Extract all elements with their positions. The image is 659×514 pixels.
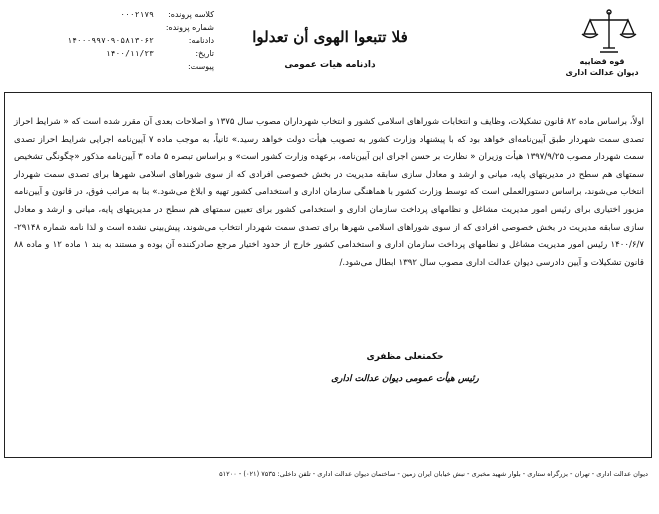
verdict-body-text: اولاً، براساس ماده ۸۲ قانون تشکیلات، وظایف و انتخابات شوراهای اسلامی کشور و انتخاب شهرداران مصوب سال ۱۳۷۵ و اصلاحات بعدی آن مقرر شده است که « شرایط احراز تصدی سمت شهردار طبق آیین‌نامه‌ای خواهد بود که با پیشنهاد وزارت کشور به تصویب هیأت دولت خواهد رسید.» ثانیاً، به موجب ماده ۷ آیین‌نامه اجرایی شرایط احراز تصدی سمت شهردار مصوب ۱۳۹۷/۹/۲۵ هیأت وزیران « نظارت بر حسن اجرای این آیین‌نامه، برعهده وزارت کشور است» و براساس تبصره ۵ ماده ۳ آیین‌نامه مذکور «چگونگی تشخیص سمتهای هم سطح در مدیریتهای پایه، میانی و ارشد و معادل سازی سابقه مدیریت در بخش خصوصی افرادی که از سوی شوراهای اسلامی شهرها برای تصدی سمت شهردار انتخاب می‌شوند، براساس دستورالعملی است که توسط وزارت کشور با هماهنگی سازمان اداری و استخدامی کشور تهیه و ابلاغ می‌شود.» بنا به مراتب فوق، در قانون و آیین‌نامه مزبور اختیاری برای رئیس امور مدیریت مشاغل و نظامهای پرداخت سازمان اداری و استخدامی کشور برای تعیین سمتهای هم سطح در مدیریتهای پایه، میانی و ارشد و معادل سازی سابقه مدیریت در بخش خصوصی افرادی که از سوی شوراهای اسلامی شهرها برای تصدی سمت شهردار انتخاب می‌شوند، پیش‌بینی نشده است و لذا نامه شماره ۲۹۱۴۸- ۱۴۰۰/۶/۷ رئیس امور مدیریت مشاغل و نظامهای پرداخت سازمان اداری و استخدامی کشور خارج از حدود اختیار مرجع صادرکننده آن بوده و مستند به بند ۱ ماده ۱۲ و ماده ۸۸ قانون تشکیلات و آیین دادرسی دیوان عدالت اداری مصوب سال ۱۳۹۲ ابطال می‌شود./ [14,117,645,268]
signatory-name: حکمتعلی مظفری [366,352,444,362]
scales-of-justice-icon [578,8,640,56]
signatory-title: رئیس هیأت عمومی دیوان عدالت اداری [331,374,479,384]
organization-name [560,56,644,78]
header-motto: فلا تتبعوا الهوی أن تعدلوا [252,28,408,46]
court-name-label: دیوان عدالت اداری [565,68,639,77]
judiciary-label: قوه قضاییه [579,57,625,66]
case-class-label: کلاسه پرونده: [168,10,214,19]
verdict-number-value: ۱۴۰۰۰۹۹۷۰۹۰۵۸۱۳۰۶۲ [67,36,154,45]
date-label: تاریخ: [195,49,214,58]
meta-row-date [14,47,214,60]
document-subtitle: دادنامه هیات عمومی [284,60,376,70]
meta-row-case-number [14,21,214,34]
footer-address: دیوان عدالت اداری - تهران - بزرگراه ستاری - بلوار شهید مخبری - نبش خیابان ایران زمین - ساختمان دیوان عدالت اداری - تلفن داخلی: ۷۵۳۵ (۰۲۱) - ۵۱۲۰۰ [219,470,648,478]
meta-row-attachment [14,60,214,73]
date-value: ۱۴۰۰/۱۱/۲۳ [105,49,154,58]
meta-row-case-class [14,8,214,21]
case-number-label: شماره پرونده: [165,23,214,32]
attachment-label: پیوست: [187,62,214,71]
verdict-number-label: دادنامه: [188,36,214,45]
meta-row-verdict [14,34,214,47]
document-meta [14,8,214,73]
case-class-value: ۰۰۰۲۱۷۹ [120,10,154,19]
